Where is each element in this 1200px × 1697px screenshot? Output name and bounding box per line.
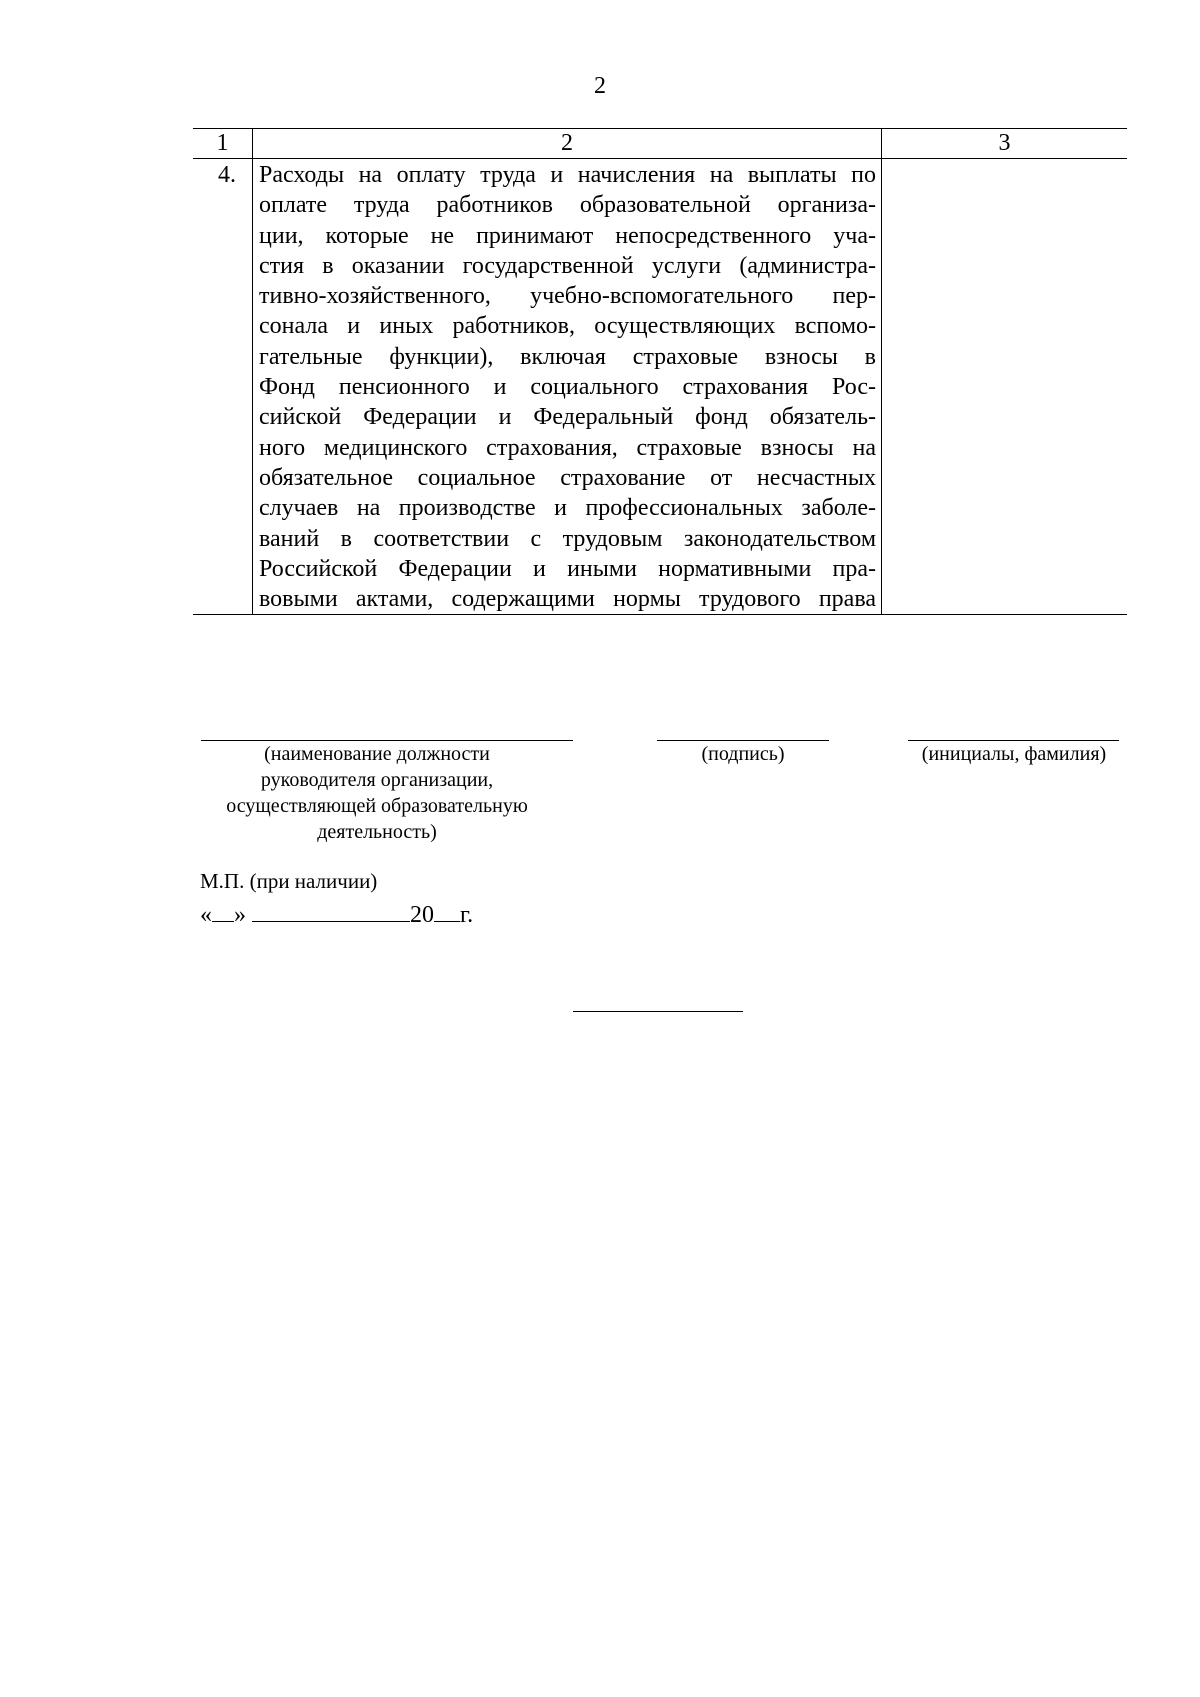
end-divider — [573, 1011, 743, 1012]
column-header-3: 3 — [882, 129, 1128, 159]
date-open-quote: « — [200, 902, 212, 928]
description-line: случаев на производстве и профессиональных заболе- — [259, 495, 876, 522]
description-line: вовыми актами, содержащими нормы трудового права — [259, 586, 876, 613]
description-line: Расходы на оплату труда и начисления на выплаты по — [259, 162, 876, 188]
month-blank — [252, 897, 410, 922]
year-suffix: г. — [460, 902, 474, 928]
description-line: сонала и иных работников, осуществляющих вспомо- — [259, 313, 876, 340]
column-header-1: 1 — [193, 129, 253, 159]
description-line: гательные функции), включая страховые взносы в — [259, 343, 876, 370]
column-header-2: 2 — [253, 129, 882, 159]
data-table — [193, 128, 1127, 615]
description-line: ваний в соответствии с трудовым законодательством — [259, 525, 876, 552]
description-line: обязательное социальное страхование от несчастных — [259, 464, 876, 491]
date-close-quote: » — [234, 902, 246, 928]
position-label-line: деятельность) — [317, 821, 437, 843]
row-description — [253, 159, 882, 615]
description-line: ции, которые не принимают непосредственного уча- — [259, 222, 876, 249]
description-line: оплате труда работников образовательной организа- — [259, 192, 876, 219]
description-line: стия в оказании государственной услуги (администра- — [259, 252, 876, 279]
description-line: ного медицинского страхования, страховые взносы на — [259, 434, 876, 461]
page-number: 2 — [594, 73, 606, 99]
row-value-cell — [882, 159, 1128, 615]
table-header-row — [193, 129, 1127, 159]
year-prefix: 20 — [410, 902, 434, 928]
name-label: (инициалы, фамилия) — [921, 743, 1107, 765]
position-label — [191, 741, 563, 845]
description-line: Российской Федерации и иными нормативными пра- — [259, 555, 876, 582]
description-line: сийской Федерации и Федеральный фонд обязатель- — [259, 404, 876, 431]
stamp-label: М.П. (при наличии) — [200, 869, 378, 893]
date-field — [200, 897, 473, 929]
position-label-line: осуществляющей образовательную — [226, 795, 528, 817]
row-number: 4. — [193, 159, 253, 615]
year-blank — [434, 897, 460, 922]
table-row — [193, 159, 1127, 615]
position-label-line: руководителя организации, — [260, 769, 494, 791]
day-blank — [212, 897, 234, 922]
signature-label: (подпись) — [701, 743, 785, 765]
description-line: Фонд пенсионного и социального страхования Рос- — [259, 374, 876, 401]
description-line: тивно-хозяйственного, учебно-вспомогательного пер- — [259, 283, 876, 310]
position-label-line: (наименование должности — [264, 743, 490, 765]
